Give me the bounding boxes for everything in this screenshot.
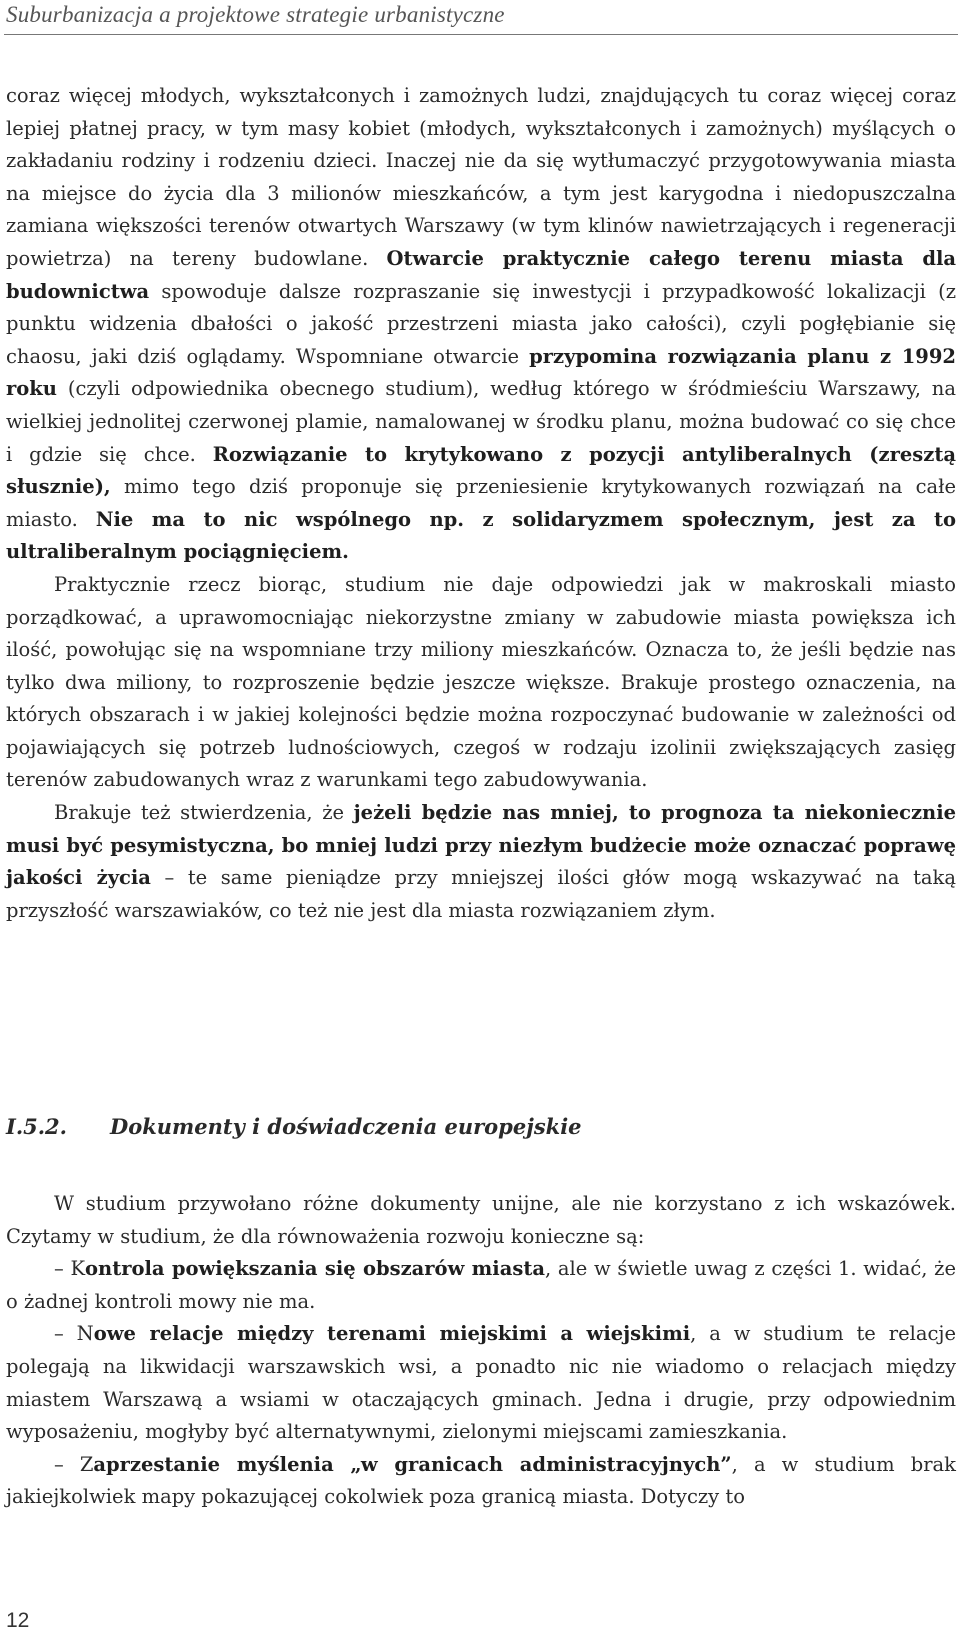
list-dash: – N: [54, 1322, 94, 1346]
paragraph: [6, 569, 956, 797]
paragraph: [6, 80, 956, 569]
header-rule: [4, 34, 958, 35]
text-run: spowoduje dalsze rozpraszanie się inwestycji i przypadkowość lokalizacji (z punktu widzenia dbałości o jakość przestrzeni miasta jako całości), czyli pogłębianie się chaosu, jaki dziś oglądamy. Wspomniane otwarcie: [6, 279, 956, 368]
bold-run: Rozwiązanie to krytykowano z pozycji antyliberalnych (zresztą słusznie),: [6, 442, 956, 499]
bold-run: aprzestanie myślenia „w granicach administracyjnych”: [93, 1452, 732, 1476]
section-title: Dokumenty i doświadczenia europejskie: [110, 1114, 582, 1139]
text-run: , a w studium te relacje polegają na likwidacji warszawskich wsi, a ponadto nic nie wiadomo o relacjach między miastem Warszawą a wsiami w otaczających gminach. Jedna i drugie, przy odpowiednim wyposażeniu, mogłyby być alternatywnymi, zielonymi miejscami zamieszkania.: [6, 1322, 956, 1444]
text-run: Brakuje też stwierdzenia, że: [54, 801, 354, 825]
text-run: mimo tego dziś proponuje się przeniesienie krytykowanych rozwiązań na całe miasto.: [6, 475, 956, 531]
section-heading: [6, 1114, 956, 1139]
bold-run: przypomina rozwiązania planu z 1992 roku: [6, 344, 956, 401]
section-text: [6, 1188, 956, 1514]
paragraph: [6, 797, 956, 927]
running-header: Suburbanizacja a projektowe strategie urbanistyczne: [6, 2, 505, 27]
text-run: coraz więcej młodych, wykształconych i zamożnych ludzi, znajdujących tu coraz więcej coraz lepiej płatnej pracy, w tym masy kobiet (młodych, wykształconych i zamożnych) myślących o zakładaniu rodziny i rodzeniu dzieci. Inaczej nie da się wytłumaczyć przygotowywania miasta na miejsce do życia dla 3 milionów mieszkańców, a tym jest karygodna i niedopuszczalna zamiana większości terenów otwartych Warszawy (w tym klinów nawietrzających i regeneracji powietrza) na tereny budowlane.: [6, 84, 956, 270]
page-number: 12: [6, 1609, 30, 1632]
bold-run: jeżeli będzie nas mniej, to prognoza ta niekoniecznie musi być pesymistyczna, bo mniej ludzi przy niezłym budżecie może oznaczać poprawę jakości życia: [6, 801, 957, 890]
main-text: [6, 80, 956, 927]
text-run: , ale w świetle uwag z części 1. widać, że o żadnej kontroli mowy nie ma.: [6, 1257, 956, 1313]
list-item: [6, 1253, 956, 1318]
text-run: Praktycznie rzecz biorąc, studium nie daje odpowiedzi jak w makroskali miasto porządkować, a uprawomocniając niekorzystne zmiany w zabudowie miasta powiększa ich ilość, powołując się na wspomniane trzy miliony mieszkańców. Oznacza to, że jeśli będzie nas tylko dwa miliony, to rozproszenie będzie jeszcze większe. Brakuje prostego oznaczenia, na których obszarach i w jakiej kolejności będzie można rozpoczynać budowanie w zależności od pojawiających się potrzeb ludnościowych, czegoś w rodzaju izolinii zwiększających zasięg terenów zabudowanych wraz z warunkami tego zabudowywania.: [6, 572, 956, 792]
bold-run: Otwarcie praktycznie całego terenu miasta dla budownictwa: [6, 246, 956, 303]
list-item: [6, 1449, 956, 1514]
bold-run: owe relacje między terenami miejskimi a wiejskimi: [93, 1322, 691, 1346]
text-run: – te same pieniądze przy mniejszej ilości głów mogą wskazywać na taką przyszłość warszawiaków, co też nie jest dla miasta rozwiązaniem złym.: [6, 866, 957, 922]
paragraph: [6, 1188, 956, 1253]
list-item: [6, 1318, 956, 1448]
list-dash: – K: [54, 1257, 86, 1281]
text-run: W studium przywołano różne dokumenty unijne, ale nie korzystano z ich wskazówek. Czytamy w studium, że dla równoważenia rozwoju konieczne są:: [6, 1192, 956, 1248]
section-number: I.5.2.: [6, 1114, 67, 1139]
text-run: (czyli odpowiednika obecnego studium), według którego w śródmieściu Warszawy, na wielkiej jednolitej czerwonej plamie, namalowanej w środku planu, można budować co się chce i gdzie się chce.: [6, 377, 956, 466]
text-run: , a w studium brak jakiejkolwiek mapy pokazującej cokolwiek poza granicą miasta. Dotyczy to: [6, 1452, 956, 1509]
bold-run: Nie ma to nic wspólnego np. z solidaryzmem społecznym, jest za to ultraliberalnym pociągnięciem.: [6, 507, 956, 564]
list-dash: – Z: [54, 1452, 94, 1476]
bold-run: ontrola powiększania się obszarów miasta: [85, 1257, 545, 1281]
